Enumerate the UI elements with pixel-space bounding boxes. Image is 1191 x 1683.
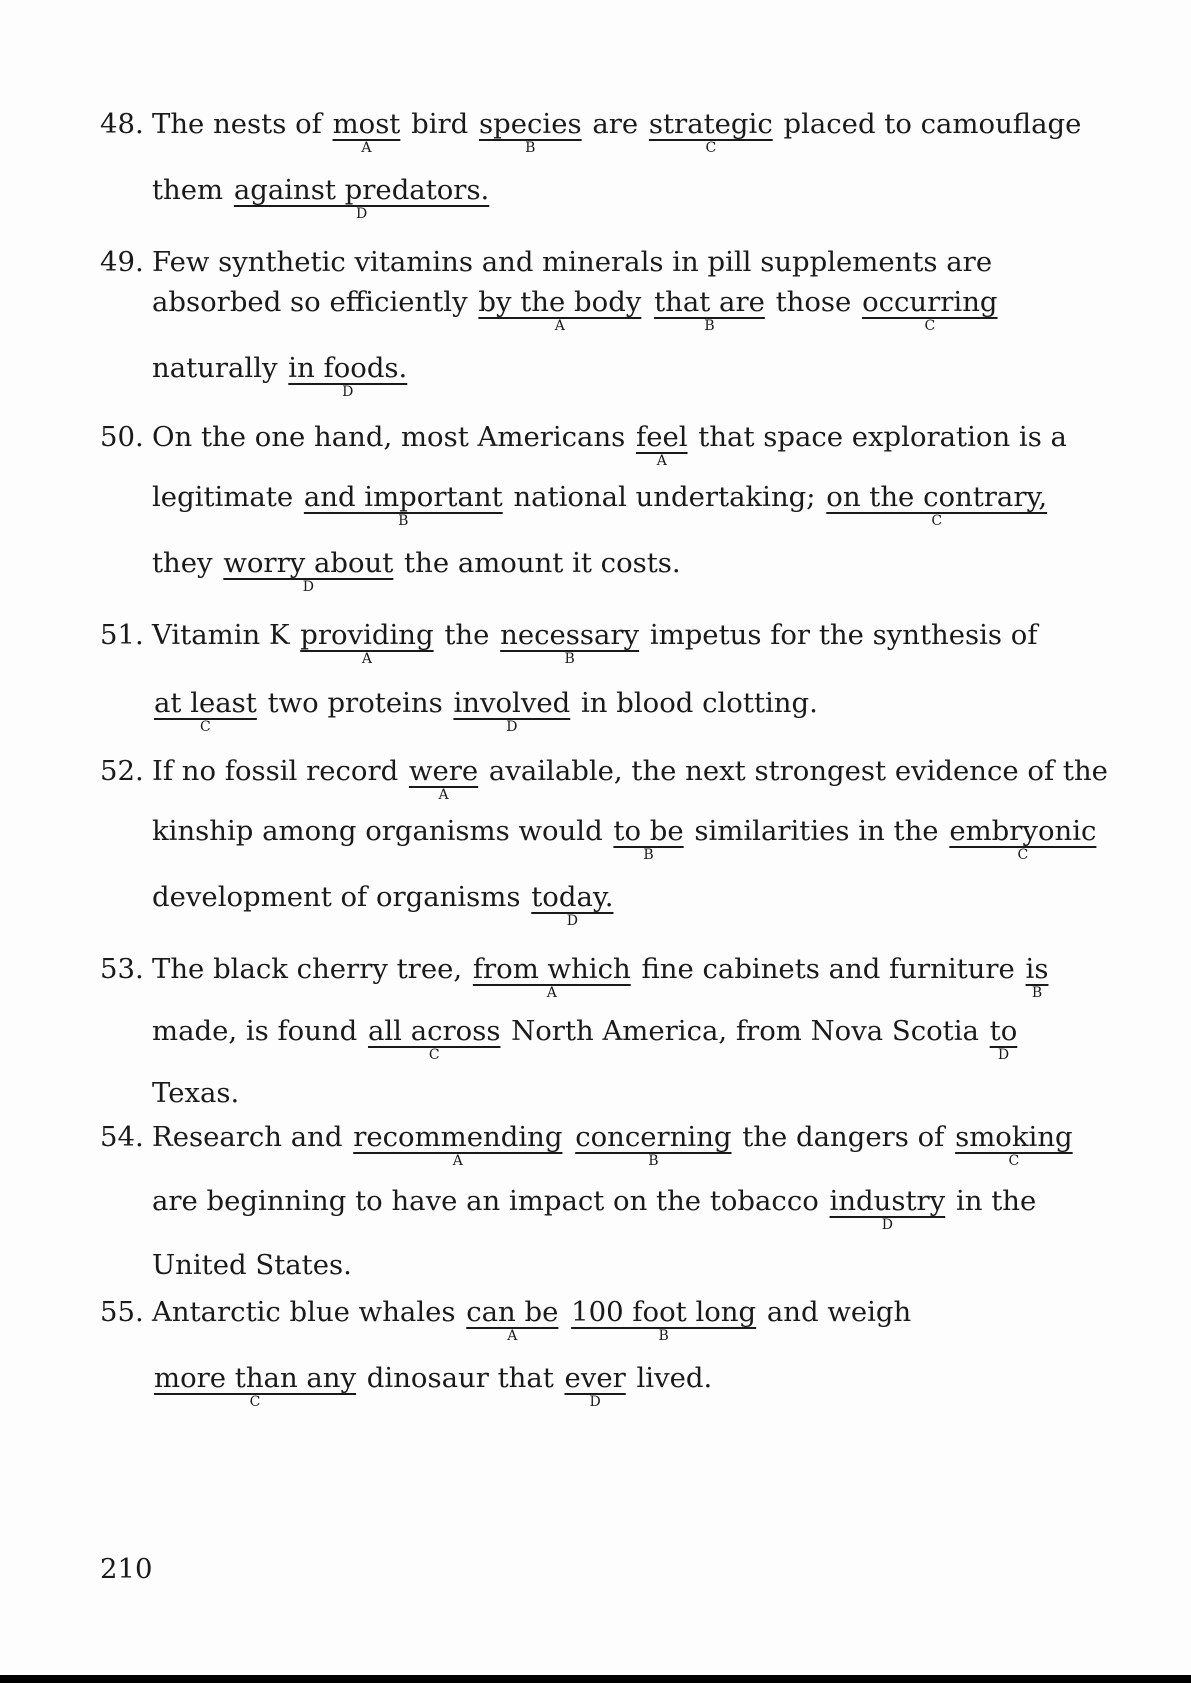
question-line xyxy=(100,754,1108,803)
plain-text: On the one hand, most Americans xyxy=(152,421,635,453)
option-letter: D xyxy=(342,384,354,400)
underlined-option xyxy=(824,480,1049,529)
option-text: providing xyxy=(300,619,434,651)
question-line xyxy=(100,1248,352,1282)
option-letter: A xyxy=(656,453,667,469)
question-line xyxy=(100,107,1082,156)
plain-text: two proteins xyxy=(258,687,452,719)
underlined-option xyxy=(1024,952,1051,1001)
underlined-option xyxy=(366,1014,502,1063)
plain-text: Few synthetic vitamins and minerals in pill supplements are xyxy=(152,246,993,278)
underlined-option xyxy=(298,618,435,667)
option-letter: D xyxy=(302,579,314,595)
underlined-option xyxy=(953,1120,1075,1169)
underlined-option xyxy=(221,546,395,595)
underlined-option xyxy=(471,952,633,1001)
plain-text: Research and xyxy=(152,1121,352,1153)
plain-text: absorbed so efficiently xyxy=(152,286,477,318)
option-text: from which xyxy=(472,953,631,985)
option-text: to xyxy=(989,1015,1018,1047)
underlined-option xyxy=(451,686,572,735)
option-text: more than any xyxy=(154,1362,357,1394)
question-line xyxy=(100,1361,713,1410)
plain-text: development of organisms xyxy=(152,881,530,913)
option-letter: B xyxy=(658,1328,669,1344)
option-letter: A xyxy=(554,318,565,334)
underlined-option xyxy=(498,618,641,667)
plain-text: kinship among organisms would xyxy=(152,815,612,847)
question-number: 48. xyxy=(100,108,144,140)
option-text: embryonic xyxy=(949,815,1097,847)
underlined-option xyxy=(286,351,409,400)
plain-text: Vitamin K xyxy=(152,619,299,651)
option-text: occurring xyxy=(862,286,998,318)
option-text: species xyxy=(479,108,582,140)
option-letter: D xyxy=(355,206,368,222)
plain-text: bird xyxy=(402,108,477,140)
option-letter: C xyxy=(428,1047,440,1063)
option-letter: B xyxy=(398,513,409,529)
option-text: worry about xyxy=(223,547,394,579)
option-letter: A xyxy=(507,1328,518,1344)
underlined-option xyxy=(573,1120,733,1169)
option-letter: B xyxy=(525,140,536,156)
question-line xyxy=(100,1120,1075,1169)
option-text: and important xyxy=(303,481,503,513)
plain-text: those xyxy=(766,286,861,318)
plain-text: Antarctic blue whales xyxy=(152,1296,465,1328)
plain-text: legitimate xyxy=(152,481,302,513)
underlined-option xyxy=(302,480,505,529)
option-text: that are xyxy=(654,286,765,318)
underlined-option xyxy=(569,1295,758,1344)
option-letter: C xyxy=(705,140,717,156)
option-text: is xyxy=(1025,953,1049,985)
question-line xyxy=(100,1076,239,1110)
plain-text: the xyxy=(435,619,499,651)
plain-text: North America, from Nova Scotia xyxy=(502,1015,988,1047)
plain-text: impetus for the synthesis of xyxy=(641,619,1038,651)
scan-edge-bar xyxy=(0,1675,1191,1683)
option-letter: D xyxy=(589,1394,601,1410)
underlined-option xyxy=(464,1295,560,1344)
underlined-option xyxy=(476,285,643,334)
question-number: 52. xyxy=(100,755,144,787)
plain-text: United States. xyxy=(152,1249,352,1281)
underlined-option xyxy=(232,173,491,222)
option-letter: C xyxy=(924,318,936,334)
plain-text: The nests of xyxy=(152,108,331,140)
underlined-option xyxy=(563,1361,628,1410)
option-text: industry xyxy=(829,1185,946,1217)
option-text: can be xyxy=(466,1296,559,1328)
option-letter: C xyxy=(931,513,943,529)
plain-text: The black cherry tree, xyxy=(152,953,471,985)
plain-text: are beginning to have an impact on the tobacco xyxy=(152,1185,828,1217)
plain-text: that space exploration is a xyxy=(689,421,1067,453)
underlined-option xyxy=(331,107,403,156)
question-number: 54. xyxy=(100,1121,144,1153)
plain-text: fine cabinets and furniture xyxy=(632,953,1024,985)
page-number: 210 xyxy=(100,1553,153,1585)
underlined-option xyxy=(152,1361,358,1410)
option-text: feel xyxy=(636,421,688,453)
plain-text: lived. xyxy=(627,1362,713,1394)
plain-text: made, is found xyxy=(152,1015,366,1047)
plain-text: Texas. xyxy=(152,1077,240,1109)
option-text: were xyxy=(408,755,479,787)
underlined-option xyxy=(988,1014,1020,1063)
option-letter: A xyxy=(438,787,449,803)
question-number: 50. xyxy=(100,421,144,453)
option-text: by the body xyxy=(478,286,642,318)
option-text: involved xyxy=(453,687,571,719)
option-text: strategic xyxy=(648,108,773,140)
option-letter: B xyxy=(564,651,575,667)
plain-text xyxy=(643,286,652,318)
plain-text: placed to camouflage xyxy=(774,108,1082,140)
option-letter: B xyxy=(1031,985,1043,1001)
underlined-option xyxy=(947,814,1098,863)
option-letter: A xyxy=(361,651,372,667)
question-number: 53. xyxy=(100,953,144,985)
option-letter: D xyxy=(506,719,518,735)
underlined-option xyxy=(611,814,685,863)
question-line xyxy=(100,880,615,929)
underlined-option xyxy=(647,107,775,156)
option-text: against predators. xyxy=(233,174,490,206)
underlined-option xyxy=(828,1184,948,1233)
question-line xyxy=(100,618,1038,667)
option-text: smoking xyxy=(955,1121,1073,1153)
option-text: to be xyxy=(613,815,684,847)
plain-text: them xyxy=(152,174,232,206)
option-letter: A xyxy=(546,985,557,1001)
option-letter: D xyxy=(997,1047,1010,1063)
question-number: 51. xyxy=(100,619,144,651)
plain-text: the amount it costs. xyxy=(395,547,681,579)
option-text: concerning xyxy=(575,1121,732,1153)
option-text: in foods. xyxy=(288,352,408,384)
option-letter: B xyxy=(643,847,654,863)
option-letter: D xyxy=(566,913,578,929)
plain-text: naturally xyxy=(152,352,287,384)
underlined-option xyxy=(634,420,690,469)
plain-text xyxy=(564,1121,573,1153)
option-text: on the contrary, xyxy=(826,481,1048,513)
option-letter: A xyxy=(452,1153,463,1169)
plain-text: and weigh xyxy=(758,1296,912,1328)
plain-text xyxy=(560,1296,569,1328)
option-letter: A xyxy=(361,140,372,156)
question-line xyxy=(100,686,818,735)
question-line xyxy=(100,351,409,400)
option-letter: C xyxy=(1008,1153,1020,1169)
option-letter: C xyxy=(1017,847,1029,863)
underlined-option xyxy=(351,1120,564,1169)
option-text: today. xyxy=(531,881,614,913)
question-line xyxy=(100,546,681,595)
question-line xyxy=(100,1014,1019,1063)
option-letter: B xyxy=(704,318,715,334)
option-letter: B xyxy=(648,1153,659,1169)
question-line xyxy=(100,420,1067,469)
plain-text: If no fossil record xyxy=(152,755,407,787)
underlined-option xyxy=(860,285,999,334)
option-text: ever xyxy=(564,1362,626,1394)
question-number: 49. xyxy=(100,246,144,278)
question-line xyxy=(100,1295,912,1344)
question-line xyxy=(100,173,491,222)
plain-text: in the xyxy=(947,1185,1037,1217)
plain-text: in blood clotting. xyxy=(572,687,818,719)
question-line xyxy=(100,1184,1037,1233)
option-text: necessary xyxy=(500,619,640,651)
underlined-option xyxy=(477,107,584,156)
plain-text: the dangers of xyxy=(733,1121,954,1153)
option-text: all across xyxy=(367,1015,501,1047)
plain-text: available, the next strongest evidence of the xyxy=(480,755,1108,787)
plain-text: dinosaur that xyxy=(358,1362,563,1394)
underlined-option xyxy=(529,880,615,929)
option-letter: C xyxy=(249,1394,261,1410)
plain-text: national undertaking; xyxy=(504,481,825,513)
question-line xyxy=(100,814,1098,863)
underlined-option xyxy=(652,285,767,334)
underlined-option xyxy=(152,686,259,735)
plain-text: they xyxy=(152,547,222,579)
underlined-option xyxy=(407,754,480,803)
question-line xyxy=(100,285,1000,334)
option-text: at least xyxy=(154,687,257,719)
option-text: most xyxy=(332,108,401,140)
option-text: 100 foot long xyxy=(571,1296,757,1328)
question-number: 55. xyxy=(100,1296,144,1328)
plain-text: similarities in the xyxy=(685,815,948,847)
question-line xyxy=(100,245,992,279)
question-line xyxy=(100,480,1049,529)
question-line xyxy=(100,952,1050,1001)
option-letter: C xyxy=(200,719,211,735)
option-letter: D xyxy=(881,1217,893,1233)
plain-text: are xyxy=(583,108,647,140)
option-text: recommending xyxy=(353,1121,563,1153)
